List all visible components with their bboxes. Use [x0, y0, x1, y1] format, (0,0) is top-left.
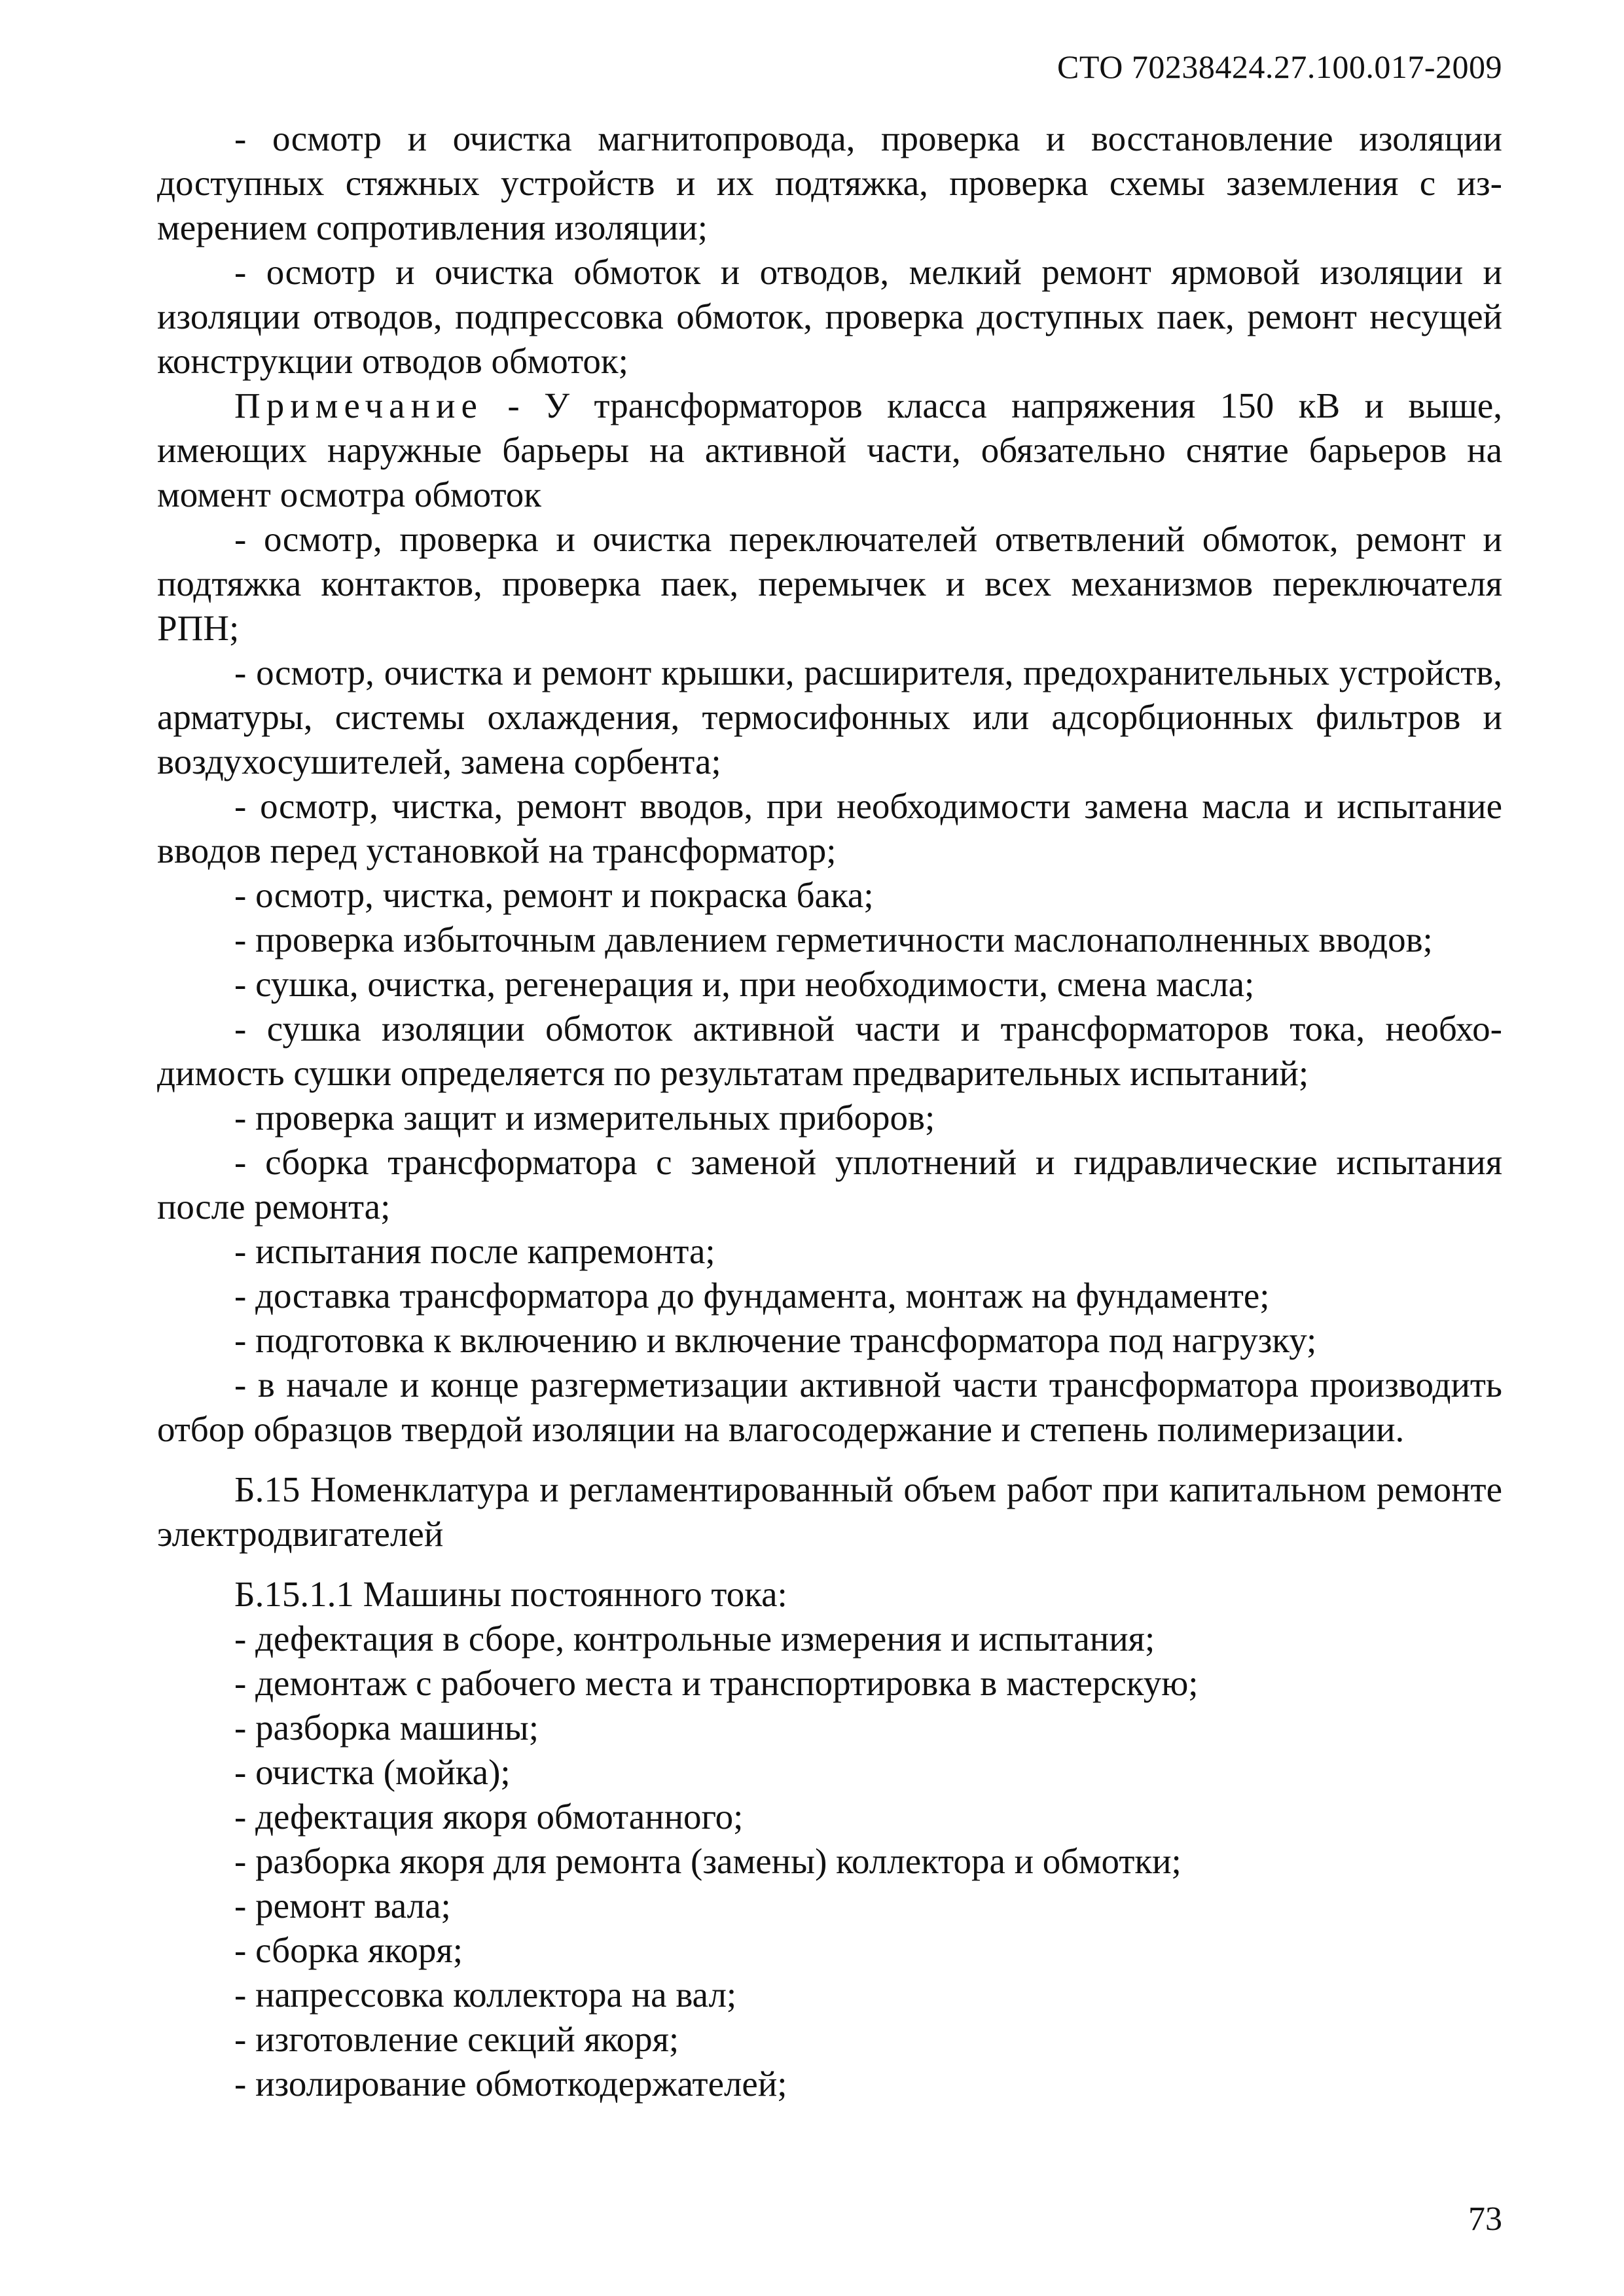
paragraph-windings: - осмотр и очистка обмоток и отводов, мелкий ремонт ярмовой изоляции и изоляции отводов, подпрессовка обмоток, проверка доступных паек, ремонт несущей конструкции отводов обмоток; [157, 252, 1502, 381]
paragraph-bushings: - осмотр, чистка, ремонт вводов, при необходимости замена масла и испытание вводов перед установкой на трансформатор; [157, 786, 1502, 870]
list-item: - изготовление секций якоря; [234, 2019, 679, 2059]
note-text: - У трансформаторов класса напряжения 150 кВ и выше, имеющих наружные барьеры на активной части, обязательно снятие барьеров на момент осмотра обмоток [157, 386, 1502, 514]
subsection-heading: Б.15.1.1 Машины постоянного тока: [234, 1574, 787, 1614]
paragraph-insulation-drying: - сушка изоляции обмоток активной части и трансформаторов тока, необходимость сушки определяется по результатам предварительных испытаний; [157, 1009, 1502, 1093]
list-item: - разборка якоря для ремонта (замены) коллектора и обмотки; [234, 1841, 1182, 1881]
document-code: СТО 70238424.27.100.017-2009 [1057, 48, 1502, 85]
paragraph-tank: - осмотр, чистка, ремонт и покраска бака; [234, 875, 874, 915]
page-body [157, 117, 1502, 2106]
list-item: - ремонт вала; [234, 1886, 451, 1926]
list-item: - дефектация якоря обмотанного; [234, 1797, 744, 1837]
list-item: - очистка (мойка); [234, 1752, 511, 1792]
dc-machines-list [157, 1617, 1502, 2106]
paragraph-assembly: - сборка трансформатора с заменой уплотнений и гидравлические испытания после ремонта; [157, 1142, 1502, 1227]
page-number: 73 [1468, 2200, 1502, 2238]
list-item: - дефектация в сборе, контрольные измерения и испытания; [234, 1619, 1155, 1659]
paragraph-tests: - испытания после капремонта; [234, 1231, 715, 1271]
paragraph-energizing: - подготовка к включению и включение трансформатора под нагрузку; [234, 1320, 1317, 1360]
paragraph-protection-check: - проверка защит и измерительных приборов; [234, 1098, 935, 1138]
list-item: - демонтаж с рабочего места и транспортировка в мастерскую; [234, 1663, 1199, 1703]
section-heading: Б.15 Номенклатура и регламентированный объем работ при капитальном ремонте электродвигателей [157, 1469, 1502, 1554]
paragraph-pressure-test: - проверка избыточным давлением герметичности маслонаполненных вводов; [234, 920, 1433, 960]
list-item: - сборка якоря; [234, 1930, 463, 1970]
list-item: - изолирование обмоткодержателей; [234, 2064, 787, 2104]
note-paragraph [157, 384, 1502, 517]
paragraph-oil: - сушка, очистка, регенерация и, при необходимости, смена масла; [234, 964, 1255, 1004]
paragraph-tap-changers: - осмотр, проверка и очистка переключателей ответвлений обмоток, ремонт и подтяжка контактов, проверка паек, перемычек и всех механизмов переключателя РПН; [157, 519, 1502, 648]
paragraph-delivery: - доставка трансформатора до фундамента, монтаж на фундаменте; [234, 1276, 1270, 1316]
paragraph-cover-repair: - осмотр, очистка и ремонт крышки, расширителя, предохранительных устройств, арматуры, системы охлаждения, термосифонных или адсорбционных фильтров и воздухосушителей, замена сорбента; [157, 653, 1502, 781]
note-label: Примечание [234, 386, 483, 425]
paragraph-sampling: - в начале и конце разгерметизации активной части трансформатора производить отбор образцов твердой изоляции на влагосодержание и степень полимеризации. [157, 1365, 1502, 1449]
list-item: - разборка машины; [234, 1708, 539, 1748]
list-item: - напрессовка коллектора на вал; [234, 1975, 737, 2015]
paragraph-magnetic-core: - осмотр и очистка магнитопровода, проверка и восстановление изоляции доступных стяжных устройств и их подтяжка, проверка схемы заземления с измерением сопротивления изоляции; [157, 118, 1502, 247]
